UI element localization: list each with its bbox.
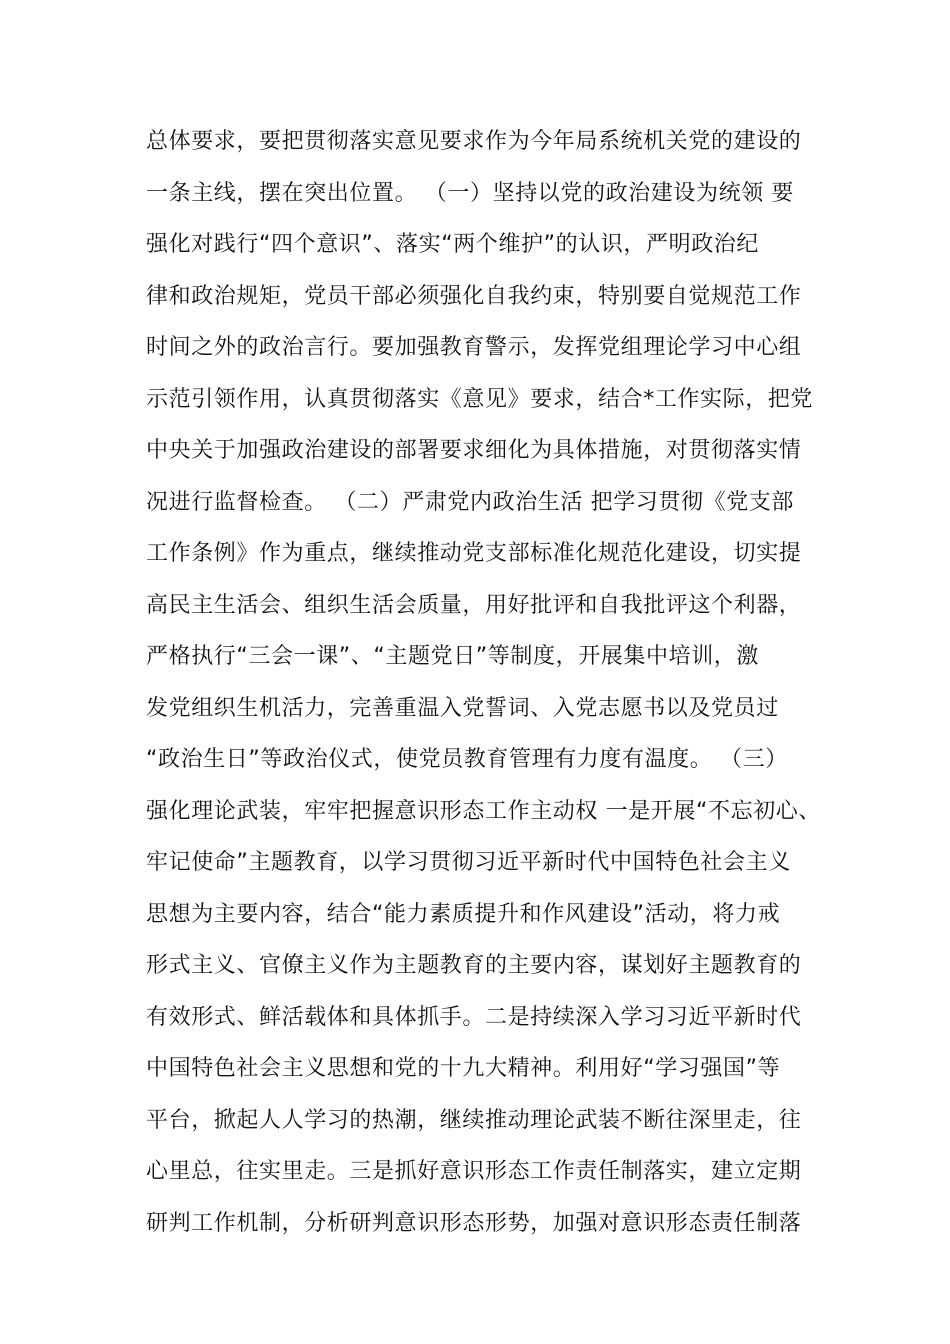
text-line: 强化对践行“四个意识”、落实“两个维护”的认识，严明政治纪 <box>146 232 759 257</box>
text-line: 牢记使命”主题教育，以学习贯彻习近平新时代中国特色社会主义 <box>146 850 791 875</box>
text-line: 中央关于加强政治建设的部署要求细化为具体措施，对贯彻落实情 <box>146 438 802 463</box>
text-line: 时间之外的政治言行。要加强教育警示，发挥党组理论学习中心组 <box>146 335 802 360</box>
text-line: 严格执行“三会一课”、“主题党日”等制度，开展集中培训，激 <box>146 644 759 669</box>
text-line: 一条主线，摆在突出位置。 （一）坚持以党的政治建设为统领 要 <box>146 180 794 206</box>
text-line: 况进行监督检查。 （二）严肃党内政治生活 把学习贯彻《党支部 <box>146 489 794 515</box>
text-line: 研判工作机制，分析研判意识形态形势，加强对意识形态责任制落 <box>146 1210 802 1236</box>
text-line: 形式主义、官僚主义作为主题教育的主要内容，谋划好主题教育的 <box>146 953 802 978</box>
text-line: 律和政治规矩，党员干部必须强化自我约束，特别要自觉规范工作 <box>146 283 802 309</box>
text-line: 高民主生活会、组织生活会质量，用好批评和自我批评这个利器， <box>146 592 802 618</box>
text-line: “政治生日”等政治仪式，使党员教育管理有力度有温度。 （三） <box>146 747 788 772</box>
text-line: 思想为主要内容，结合“能力素质提升和作风建设”活动，将力戒 <box>146 901 781 927</box>
text-line: 强化理论武装，牢牢把握意识形态工作主动权 一是开展“不忘初心、 <box>146 798 821 824</box>
text-line: 中国特色社会主义思想和党的十九大精神。利用好“学习强国”等 <box>146 1056 781 1081</box>
body-text <box>146 120 826 1253</box>
text-line: 总体要求，要把贯彻落实意见要求作为今年局系统机关党的建设的 <box>146 129 802 154</box>
text-line: 工作条例》作为重点，继续推动党支部标准化规范化建设，切实提 <box>146 541 802 566</box>
text-line: 有效形式、鲜活载体和具体抓手。二是持续深入学习习近平新时代 <box>146 1004 802 1030</box>
text-line: 示范引领作用，认真贯彻落实《意见》要求，结合*工作实际，把党 <box>146 386 814 412</box>
text-line: 平台，掀起人人学习的热潮，继续推动理论武装不断往深里走，往 <box>146 1107 802 1133</box>
text-line: 心里总，往实里走。三是抓好意识形态工作责任制落实，建立定期 <box>146 1159 802 1184</box>
text-line: 发党组织生机活力，完善重温入党誓词、入党志愿书以及党员过 <box>146 695 779 721</box>
